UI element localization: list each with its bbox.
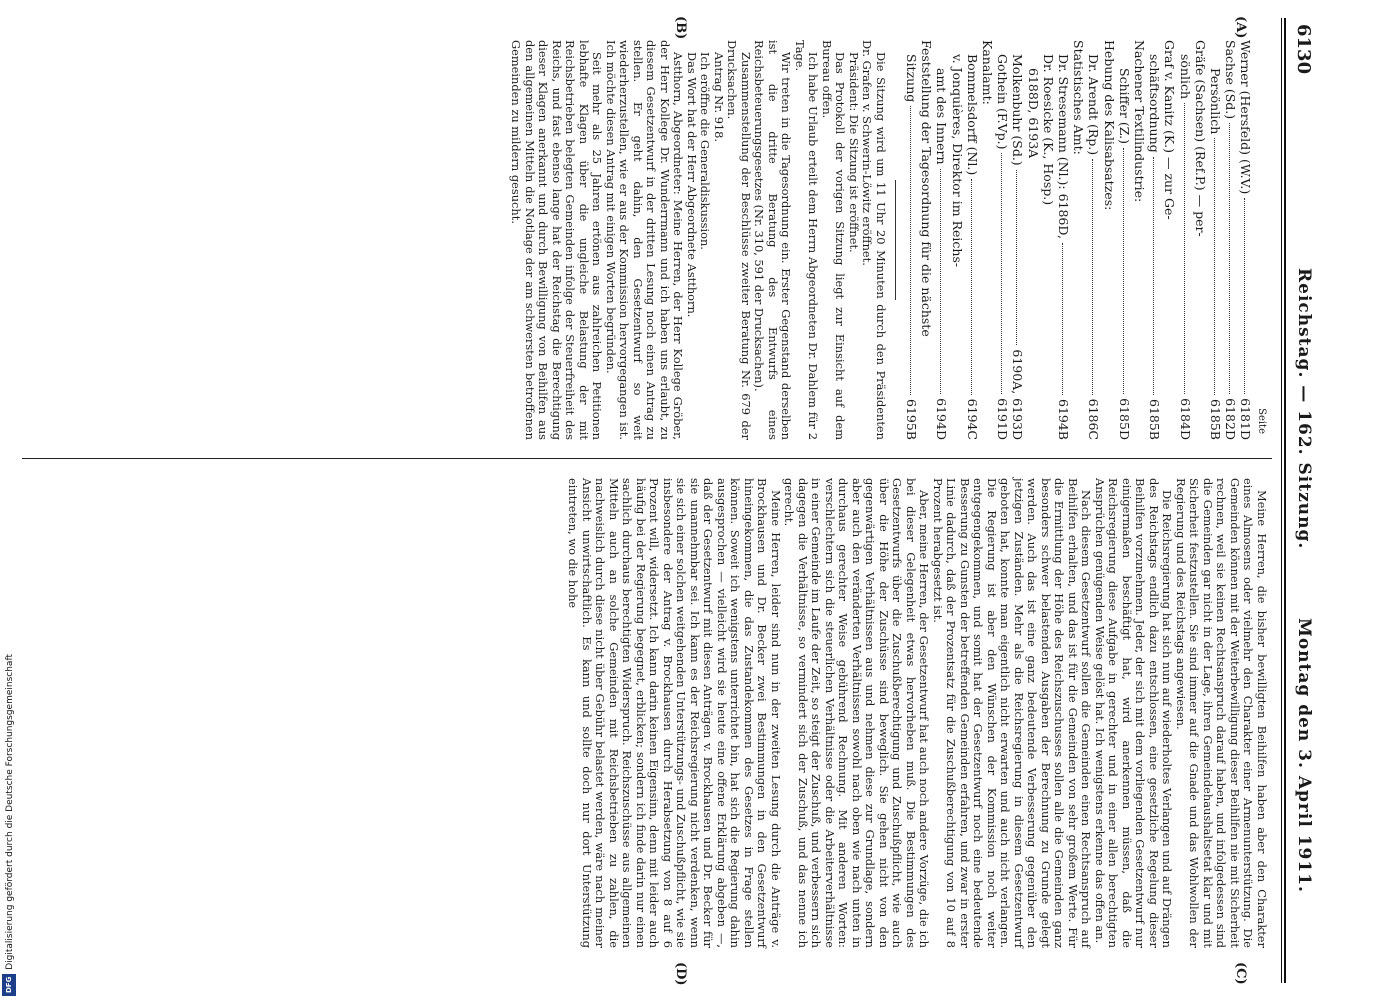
toc-label: Dr. Roesicke (K., Hosp.) bbox=[1040, 54, 1056, 206]
toc-label: Nachener Textilindustrie: bbox=[1132, 40, 1148, 203]
toc-label: Statistisches Amt: bbox=[1071, 40, 1087, 155]
toc-leader-dots bbox=[1184, 103, 1185, 394]
toc-leader-dots bbox=[1123, 148, 1124, 394]
body-paragraph: Die Reichsregierung hat sich nun auf wiederholtes Verlangen und auf Drängen des Reichstags endlich dazu entschlossen, eine gesetzliche Regelung dieser Beihilfen vorzunehmen. Jeder, der sich mit dem vorliegenden Gesetzentwurf nur einigermaßen beschäftigt hat, wird anerkennen müssen, daß die Reichsregierung diese Aufgabe in gerechter und in einer allen berechtigten Ansprüchen genügenden Weise gelöst hat. Ich wenigstens erkenne das offen an. bbox=[1093, 478, 1175, 948]
toc-page-ref: 6195B bbox=[904, 399, 920, 440]
body-paragraph: Meine Herren, die bisher bewilligten Beihilfen haben aber den Charakter eines Almosens oder vielmehr den Charakter einer Armenunterstützung. Die Gemeinden können mit der Weiterbewilligung dieser Beihilfen nie mit Sicherheit rechnen, weil sie keinen Rechtsanspruch darauf haben, und infolgedessen sind die Gemeinden gar nicht in der Lage, ihren Gemeindehaushaltsetat klar und mit Sicherheit festzustellen. Sie sind immer auf die Gnade und das Wohlwollen der Regierung und des Reichstags angewiesen. bbox=[1174, 478, 1269, 948]
margin-mark-b: (B) bbox=[673, 16, 688, 40]
toc-entry bbox=[1223, 40, 1238, 440]
toc-entry bbox=[1010, 40, 1025, 440]
toc-label: Gräfe (Sachsen) (Ref.P.) — per- bbox=[1192, 40, 1208, 237]
toc-leader-dots bbox=[971, 179, 972, 394]
right-column bbox=[566, 478, 1268, 948]
header-rule bbox=[1284, 18, 1286, 983]
toc-page-ref: 6185B bbox=[1208, 399, 1224, 440]
toc-leader-dots bbox=[1245, 198, 1246, 394]
body-paragraph: Meine Herren, leider sind nun in der zweiten Lesung durch die Anträge v. Brockhausen und Dr. Becker zwei Bestimmungen in den Gesetzentwurf hineingekommen, die das Zustandekommen des Gesetzes in Frage stellen können. Soweit ich wenigstens unterrichtet bin, hat sich die Regierung dahin ausgesprochen — vielleicht wird sie heute eine offene Erklärung abgeben —, daß der Gesetzentwurf mit diesen Anträgen v. Brockhausen und Dr. Becker für sie unannehmbar sei. Ich kann es der Reichsregierung nicht verdenken, wenn sie sich einer solchen weitgehenden Unterstützungs- und Zuschußpflicht, wie sie insbesondere der Antrag v. Brockhausen durch Herabsetzung von 8 auf 6 Prozent will, widersetzt. Ich kann darin keinen Eigensinn, denn mit leider auch häufig bei der Regierung begegnet, erblicken; sondern ich finde darin nur einen sachlich durchaus berechtigten Widerspruch. Reichszuschüsse aus allgemeinen Mitteln auch an solche Gemeinden mit Reichsbetrieben zu zahlen, die nachweislich durch diese nicht über Gebühr belastet werden, wäre nach meiner Ansicht unwirtschaftlich. Es kann und sollte doch nur dort Unterstützung eintreten, wo die hohe bbox=[566, 478, 783, 948]
toc-label: Persönlich bbox=[1208, 68, 1224, 135]
toc-entry bbox=[1132, 40, 1147, 440]
toc-label: Graf v. Kanitz (K.) — zur Ge- bbox=[1162, 40, 1178, 220]
toc-label: Sitzung bbox=[904, 54, 920, 103]
toc-leader-dots bbox=[1153, 157, 1154, 395]
body-paragraph: Seit mehr als 25 Jahren ertönen aus zahlreichen Petitionen lebhafte Klagen über die ungleiche Belastung der mit Reichsbetrieben belegten Gemeinden infolge der Steuerfreiheit des Reichs, und fast ebenso lange hat der Reichstag die Berechtigung dieser Klagen anerkannt und durch Bewilligung von Beihilfen aus den allgemeinen Mitteln die Notlage der am schwersten betroffenen Gemeinden zu mildern gesucht. bbox=[509, 40, 605, 440]
toc-entry bbox=[1086, 40, 1101, 440]
body-paragraph: Die Sitzung wird um 11 Uhr 20 Minuten durch den Präsidenten Dr. Grafen v. Schwerin-Löwitz eröffnet. bbox=[860, 40, 888, 440]
body-paragraph: Präsident: Die Sitzung ist eröffnet. bbox=[846, 52, 861, 253]
toc-entry bbox=[1147, 40, 1162, 440]
toc-label: Schiffer (Z.) bbox=[1116, 68, 1132, 145]
toc-leader-dots bbox=[1214, 138, 1215, 395]
header-rule-thin bbox=[1281, 18, 1282, 983]
right-paragraphs bbox=[566, 478, 1268, 948]
body-paragraph: Wir treten in die Tagesordnung ein. Erster Gegenstand derselben ist die dritte Beratung des Entwurfs eines Reichsbeteuerungsgesetzes (Nr. 310, 591 der Drucksachen). bbox=[752, 40, 794, 440]
toc-entry bbox=[904, 40, 919, 440]
toc-label: schäftsordnung bbox=[1147, 54, 1163, 153]
header-date: Montag den 3. April 1911. bbox=[1294, 618, 1314, 893]
page-number: 6130 bbox=[1293, 24, 1314, 75]
seite-label: Seite bbox=[1256, 408, 1267, 434]
toc-entry bbox=[1162, 40, 1177, 440]
body-paragraph: Nach diesem Gesetzentwurf sollen die Gemeinden einen Rechtsanspruch auf Beihilfen erhalten, und das ist für die Gemeinden von sehr großem Werte. Für die Ermittlung der Höhe des Reichszuschusses sollen alle die Gemeinden ganz besonders schwer belastenden Ausgaben der Berechnung zu Grunde gelegt werden. Auch das ist eine ganz bedeutende Verbesserung gegenüber den jetzigen Zuständen. Mehr als die Reichsregierung in diesem Gesetzentwurf geboten hat, konnte man eigentlich nicht erwarten und auch nicht verlangen. Die Regierung ist aber den Wünschen der Kommission noch weiter entgegengekommen, und somit hat der Gesetzentwurf noch eine bedeutende Besserung zu Gunsten der betreffenden Gemeinden erfahren, und zwar in erster Linie dadurch, daß der Prozentsatz für die Zuschußberechtigung von 10 auf 8 Prozent herabgesetzt ist. bbox=[931, 478, 1094, 948]
toc-entry bbox=[980, 40, 995, 440]
toc-entry bbox=[995, 40, 1010, 440]
body-paragraph: Zusammenstellung der Beschlüsse zweiter Beratung Nr. 679 der Drucksachen. bbox=[725, 40, 753, 440]
toc-label: Bommelsdorff (Nl.) bbox=[964, 54, 980, 176]
left-column bbox=[509, 40, 1268, 440]
toc-leader-dots bbox=[1001, 153, 1002, 394]
toc-leader-dots bbox=[1229, 123, 1230, 394]
toc-page-ref: 6186C bbox=[1086, 398, 1102, 440]
toc-leader-dots bbox=[910, 106, 911, 395]
toc-leader-dots bbox=[1062, 243, 1063, 395]
dfg-logo: DFG bbox=[2, 974, 16, 996]
toc-page-ref: 6194C bbox=[964, 398, 980, 440]
toc-page-ref: 6185D bbox=[1116, 398, 1132, 440]
digitization-credit: Digitalisierung gefördert durch die Deutsche Forschungsgemeinschaft bbox=[5, 654, 15, 970]
toc-page-ref: 6182D bbox=[1223, 398, 1239, 440]
column-divider bbox=[22, 458, 1272, 459]
toc-entry bbox=[1177, 40, 1192, 440]
toc-leader-dots bbox=[1092, 159, 1093, 394]
toc-label: Dr. Arendt (Rp.) bbox=[1086, 54, 1102, 156]
body-paragraph: Astthorn, Abgeordneter: Meine Herren, der Herr Kollege Gröber, der Herr Kollege Dr. Wunderrmann und ich haben uns erlaubt, zu diesem Gesetzentwurf in der dritten Lesung noch einen Antrag zu stellen. Er geht dahin, den Gesetzentwurf so weit wiederherzustellen, wie er aus der Kommission hervorgegangen ist. Ich möchte diesen Antrag mit einigen Worten begründen. bbox=[603, 40, 686, 440]
toc-entry bbox=[949, 40, 964, 440]
toc-entry bbox=[919, 40, 934, 440]
toc-label: Gothein (F.Vp.) bbox=[995, 54, 1011, 150]
toc-label: Kanalamt: bbox=[980, 40, 996, 105]
body-paragraph: Ich eröffne die Generaldiskussion. bbox=[698, 52, 713, 250]
body-paragraph: Aber, meine Herren, der Gesetzentwurf hat auch noch andere Vorzüge, die ich bei dieser Gelegenheit etwas hervorheben muß. Die Bestimmungen des Gesetzentwurfs über die Zuschußberechtigung und Zuschußpflicht, wie auch über die Höhe der Zuschüsse sind beweglich. Sie gehen nicht von den gegenwärtigen Verhältnissen aus und nehmen diese zur Grundlage, sondern aber auch den veränderten Verhältnissen sowohl nach oben wie nach unten in durchaus gerechter Weise gebührend Rechnung. Mit anderen Worten: verschlechtern sich die steuerlichen Verhältnisse oder die Arbeiterverhältnisse in einer Gemeinde im Laufe der Zeit, so steigt der Zuschuß, und verbessern sich dagegen die Verhältnisse, so vermindert sich der Zuschuß, und das nenne ich gerecht. bbox=[782, 478, 932, 948]
toc-page-ref: 6194B bbox=[1056, 399, 1072, 440]
margin-mark-d: (D) bbox=[673, 962, 688, 986]
toc-leader-dots bbox=[1016, 170, 1017, 346]
toc-entry bbox=[1208, 40, 1223, 440]
toc-leader-dots bbox=[940, 169, 941, 395]
margin-mark-a: (A) bbox=[1233, 16, 1248, 39]
toc-label: Molkenbuhr (Sd.) bbox=[1010, 54, 1026, 166]
toc-entry bbox=[1101, 40, 1116, 440]
toc-page-ref: 6190A, 6193D bbox=[1010, 349, 1026, 440]
toc-label: Sachse (Sd.) bbox=[1223, 40, 1239, 120]
header-title: Reichstag. — 162. Sitzung. bbox=[1294, 268, 1314, 550]
toc-entry bbox=[1193, 40, 1208, 440]
toc-label: Feststellung der Tagesordnung für die nächste bbox=[919, 40, 935, 337]
toc-page-ref: 6194D bbox=[934, 398, 950, 440]
table-of-contents bbox=[904, 40, 1254, 440]
toc-label: v. Jonquières, Direktor im Reichs- bbox=[949, 54, 965, 268]
toc-page-ref: 6185B bbox=[1147, 399, 1163, 440]
toc-entry bbox=[1117, 40, 1132, 440]
toc-label: Hebung des Kalisabsatzes: bbox=[1101, 40, 1117, 211]
rotated-document-page bbox=[13, 16, 1318, 986]
body-paragraph: Das Wort hat der Herr Abgeordnete Astthorn. bbox=[684, 52, 699, 318]
toc-entry bbox=[1238, 40, 1253, 440]
body-paragraph: Ich habe Urlaub erteilt dem Herrn Abgeordneten Dr. Dahlem für 2 Tage. bbox=[792, 40, 821, 440]
toc-label: amt des Innern bbox=[934, 68, 950, 165]
toc-page-ref: 6184D bbox=[1177, 398, 1193, 440]
toc-entry bbox=[1056, 40, 1071, 440]
toc-label: 6188D, 6193A bbox=[1025, 68, 1041, 159]
toc-entry bbox=[965, 40, 980, 440]
toc-entry bbox=[934, 40, 949, 440]
body-paragraph: Antrag Nr. 918. bbox=[711, 52, 726, 143]
toc-page-ref: 6191D bbox=[995, 398, 1011, 440]
left-paragraphs bbox=[509, 40, 887, 440]
section-rule bbox=[895, 180, 896, 300]
toc-entry bbox=[1071, 40, 1086, 440]
toc-page-ref: 6181D bbox=[1238, 398, 1254, 440]
toc-entry bbox=[1025, 40, 1040, 440]
margin-mark-c: (C) bbox=[1233, 962, 1248, 985]
toc-entry bbox=[1041, 40, 1056, 440]
body-paragraph: Das Protokoll der vorigen Sitzung liegt zur Einsicht auf dem Bureau offen. bbox=[819, 40, 848, 440]
toc-label: sönlich bbox=[1177, 54, 1193, 100]
toc-label: Dr. Stresemann (Nl.): 6186D, bbox=[1056, 54, 1072, 239]
toc-label: Werner (Hersfeld) (W.V.) bbox=[1238, 40, 1254, 195]
